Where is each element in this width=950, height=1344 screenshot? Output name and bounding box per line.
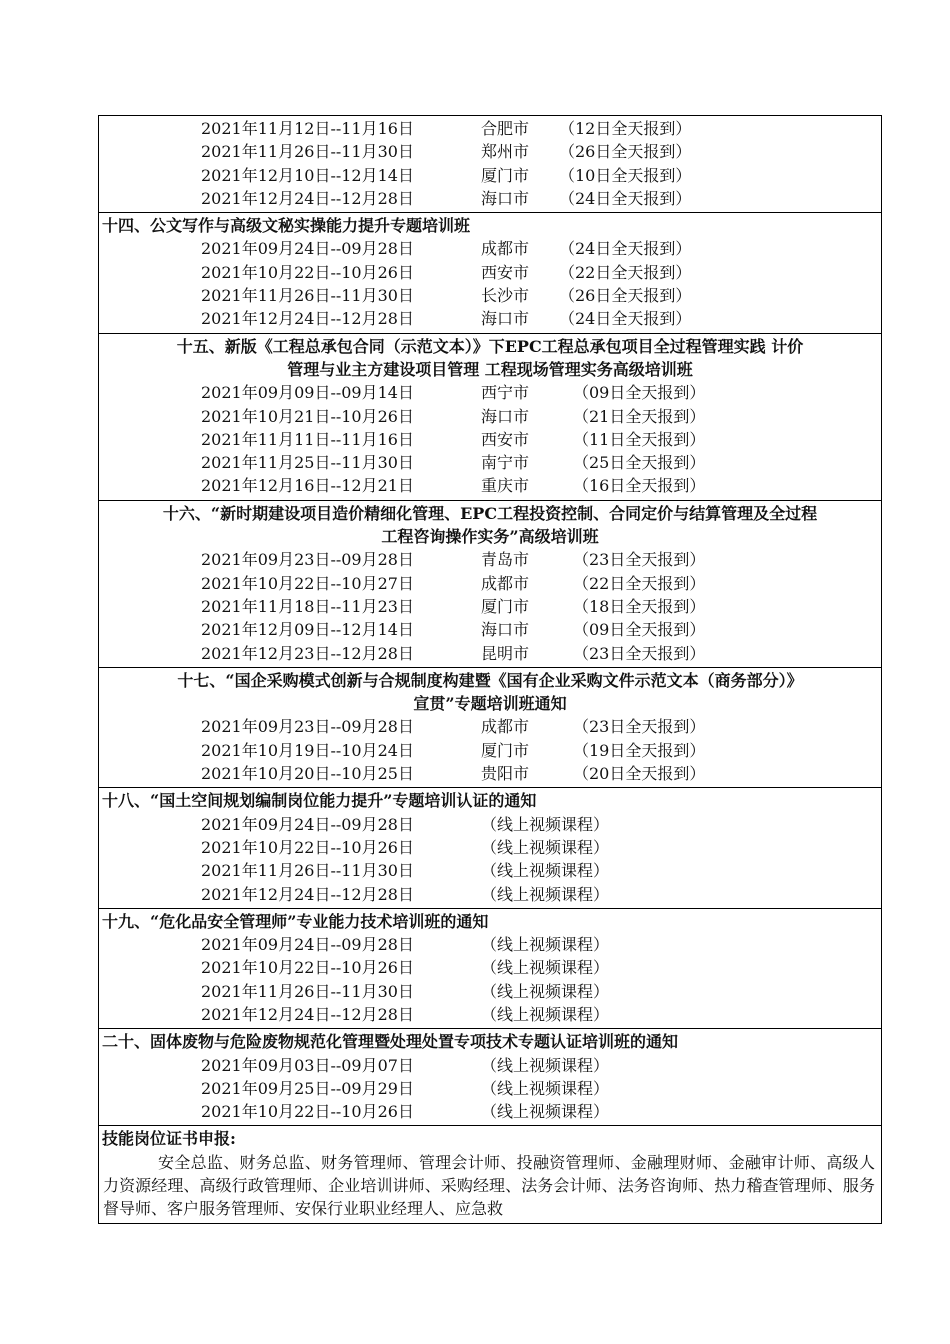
section-title: 十七、“国企采购模式创新与合规制度构建暨《国有企业采购文件示范文本（商务部分）》 <box>177 670 803 690</box>
schedule-date: 2021年09月23日--09月28日 <box>201 717 414 737</box>
schedule-city: 贵阳市 <box>481 764 530 784</box>
section-s18 <box>99 788 881 908</box>
schedule-date: 2021年12月16日--12月21日 <box>201 476 414 496</box>
schedule-row <box>99 1077 881 1100</box>
schedule-row <box>99 284 881 307</box>
section-s14 <box>99 213 881 333</box>
schedule-row <box>99 595 881 618</box>
schedule-city: 郑州市 <box>481 142 530 162</box>
schedule-date: 2021年09月24日--09月28日 <box>201 935 414 955</box>
section-title: 二十、固体废物与危险废物规范化管理暨处理处置专项技术专题认证培训班的通知 <box>102 1032 679 1052</box>
schedule-row <box>99 307 881 330</box>
schedule-note: （24日全天报到） <box>559 239 692 259</box>
schedule-row <box>99 548 881 571</box>
section-s19 <box>99 909 881 1029</box>
schedule-row <box>99 237 881 260</box>
schedule-row <box>99 117 881 140</box>
schedule-city: 合肥市 <box>481 119 530 138</box>
schedule-city: 海口市 <box>481 309 530 329</box>
schedule-row <box>99 715 881 738</box>
training-schedule-table <box>98 115 882 1224</box>
schedule-date: 2021年12月24日--12月28日 <box>201 309 414 329</box>
section-s16 <box>99 501 881 668</box>
schedule-note: （09日全天报到） <box>573 383 706 403</box>
schedule-city: 海口市 <box>481 406 530 426</box>
schedule-note: （24日全天报到） <box>559 188 692 208</box>
schedule-row <box>99 762 881 785</box>
schedule-date: 2021年10月22日--10月26日 <box>201 262 414 282</box>
schedule-city: 青岛市 <box>481 550 530 570</box>
schedule-note: （24日全天报到） <box>559 309 692 329</box>
schedule-note: （线上视频课程） <box>481 981 610 1001</box>
schedule-date: 2021年11月18日--11月23日 <box>201 596 414 616</box>
schedule-date: 2021年11月25日--11月30日 <box>201 453 414 473</box>
section-s20 <box>99 1029 881 1126</box>
schedule-city: 成都市 <box>481 573 530 593</box>
schedule-city: 厦门市 <box>481 165 530 185</box>
schedule-date: 2021年12月09日--12月14日 <box>201 620 414 640</box>
section-title: 十四、公文写作与高级文秘实操能力提升专题培训班 <box>102 216 471 236</box>
schedule-note: （19日全天报到） <box>573 740 706 760</box>
schedule-note: （23日全天报到） <box>573 643 706 663</box>
schedule-note: （线上视频课程） <box>481 861 610 881</box>
section-s13-tail <box>99 116 881 213</box>
schedule-note: （线上视频课程） <box>481 935 610 955</box>
section-title: 工程咨询操作实务”高级培训班 <box>381 527 599 547</box>
schedule-date: 2021年12月24日--12月28日 <box>201 884 414 904</box>
schedule-date: 2021年10月22日--10月26日 <box>201 837 414 857</box>
section-title: 十八、“国土空间规划编制岗位能力提升”专题培训认证的通知 <box>102 791 537 811</box>
schedule-city: 海口市 <box>481 620 530 640</box>
schedule-date: 2021年10月22日--10月26日 <box>201 958 414 978</box>
schedule-note: （23日全天报到） <box>573 717 706 737</box>
schedule-date: 2021年11月12日--11月16日 <box>201 119 414 138</box>
schedule-note: （22日全天报到） <box>559 262 692 282</box>
schedule-note: （25日全天报到） <box>573 453 706 473</box>
schedule-date: 2021年12月10日--12月14日 <box>201 165 414 185</box>
schedule-note: （21日全天报到） <box>573 406 706 426</box>
schedule-city: 长沙市 <box>481 286 530 306</box>
schedule-row <box>99 1003 881 1026</box>
schedule-city: 西安市 <box>481 429 530 449</box>
schedule-city: 成都市 <box>481 717 530 737</box>
schedule-row <box>99 813 881 836</box>
schedule-date: 2021年10月20日--10月25日 <box>201 764 414 784</box>
schedule-note: （20日全天报到） <box>573 764 706 784</box>
schedule-date: 2021年09月24日--09月28日 <box>201 814 414 834</box>
schedule-date: 2021年10月22日--10月26日 <box>201 1102 414 1122</box>
schedule-row <box>99 836 881 859</box>
schedule-row <box>99 261 881 284</box>
section-s17 <box>99 668 881 788</box>
schedule-date: 2021年11月11日--11月16日 <box>201 429 414 449</box>
schedule-row <box>99 164 881 187</box>
schedule-row <box>99 572 881 595</box>
schedule-date: 2021年12月24日--12月28日 <box>201 188 414 208</box>
section-title: 十九、“危化品安全管理师”专业能力技术培训班的通知 <box>102 911 489 931</box>
schedule-row <box>99 428 881 451</box>
schedule-note: （23日全天报到） <box>573 550 706 570</box>
certificate-title: 技能岗位证书申报: <box>102 1129 236 1149</box>
schedule-note: （线上视频课程） <box>481 1004 610 1024</box>
section-title: 管理与业主方建设项目管理 工程现场管理实务高级培训班 <box>287 359 693 379</box>
schedule-row <box>99 933 881 956</box>
schedule-row <box>99 618 881 641</box>
certificate-section <box>99 1126 881 1222</box>
schedule-note: （线上视频课程） <box>481 958 610 978</box>
schedule-date: 2021年10月21日--10月26日 <box>201 406 414 426</box>
schedule-note: （22日全天报到） <box>573 573 706 593</box>
schedule-row <box>99 474 881 497</box>
schedule-note: （09日全天报到） <box>573 620 706 640</box>
schedule-row <box>99 405 881 428</box>
schedule-note: （线上视频课程） <box>481 814 610 834</box>
section-title: 十五、新版《工程总承包合同（示范文本）》下EPC工程总承包项目全过程管理实践 计价 <box>176 336 804 356</box>
schedule-note: （线上视频课程） <box>481 837 610 857</box>
schedule-row <box>99 859 881 882</box>
schedule-city: 成都市 <box>481 239 530 259</box>
schedule-date: 2021年10月22日--10月27日 <box>201 573 414 593</box>
schedule-row <box>99 1054 881 1077</box>
schedule-date: 2021年10月19日--10月24日 <box>201 740 414 760</box>
schedule-row <box>99 1100 881 1123</box>
schedule-city: 重庆市 <box>481 476 530 496</box>
section-title: 宣贯”专题培训班通知 <box>413 694 567 714</box>
schedule-city: 昆明市 <box>481 643 530 663</box>
schedule-city: 厦门市 <box>481 740 530 760</box>
schedule-date: 2021年12月24日--12月28日 <box>201 1004 414 1024</box>
section-title: 十六、“新时期建设项目造价精细化管理、EPC工程投资控制、合同定价与结算管理及全过程 <box>162 503 818 523</box>
schedule-note: （线上视频课程） <box>481 1102 610 1122</box>
schedule-row <box>99 883 881 906</box>
schedule-note: （26日全天报到） <box>559 142 692 162</box>
schedule-date: 2021年09月03日--09月07日 <box>201 1055 414 1075</box>
schedule-note: （12日全天报到） <box>559 119 692 138</box>
schedule-date: 2021年09月09日--09月14日 <box>201 383 414 403</box>
certificate-list: 安全总监、财务总监、财务管理师、管理会计师、投融资管理师、金融理财师、金融审计师、高级人力资源经理、高级行政管理师、企业培训讲师、采购经理、法务会计师、法务咨询师、热力稽查管理师、服务督导师、客户服务管理师、安保行业职业经理人、应急救 <box>103 1152 875 1219</box>
schedule-city: 南宁市 <box>481 453 530 473</box>
schedule-row <box>99 187 881 210</box>
schedule-note: （线上视频课程） <box>481 884 610 904</box>
schedule-city: 海口市 <box>481 188 530 208</box>
schedule-date: 2021年09月23日--09月28日 <box>201 550 414 570</box>
section-s15 <box>99 334 881 501</box>
schedule-note: （10日全天报到） <box>559 165 692 185</box>
schedule-date: 2021年09月24日--09月28日 <box>201 239 414 259</box>
schedule-note: （11日全天报到） <box>573 429 706 449</box>
schedule-row <box>99 140 881 163</box>
schedule-date: 2021年12月23日--12月28日 <box>201 643 414 663</box>
schedule-row <box>99 739 881 762</box>
schedule-date: 2021年11月26日--11月30日 <box>201 286 414 306</box>
schedule-row <box>99 451 881 474</box>
schedule-date: 2021年11月26日--11月30日 <box>201 142 414 162</box>
schedule-row <box>99 642 881 665</box>
schedule-note: （26日全天报到） <box>559 286 692 306</box>
schedule-row <box>99 980 881 1003</box>
schedule-date: 2021年11月26日--11月30日 <box>201 861 414 881</box>
schedule-note: （线上视频课程） <box>481 1078 610 1098</box>
schedule-city: 西宁市 <box>481 383 530 403</box>
schedule-city: 厦门市 <box>481 596 530 616</box>
schedule-note: （线上视频课程） <box>481 1055 610 1075</box>
schedule-note: （18日全天报到） <box>573 596 706 616</box>
schedule-date: 2021年11月26日--11月30日 <box>201 981 414 1001</box>
schedule-city: 西安市 <box>481 262 530 282</box>
schedule-row <box>99 381 881 404</box>
schedule-date: 2021年09月25日--09月29日 <box>201 1078 414 1098</box>
schedule-row <box>99 956 881 979</box>
schedule-note: （16日全天报到） <box>573 476 706 496</box>
